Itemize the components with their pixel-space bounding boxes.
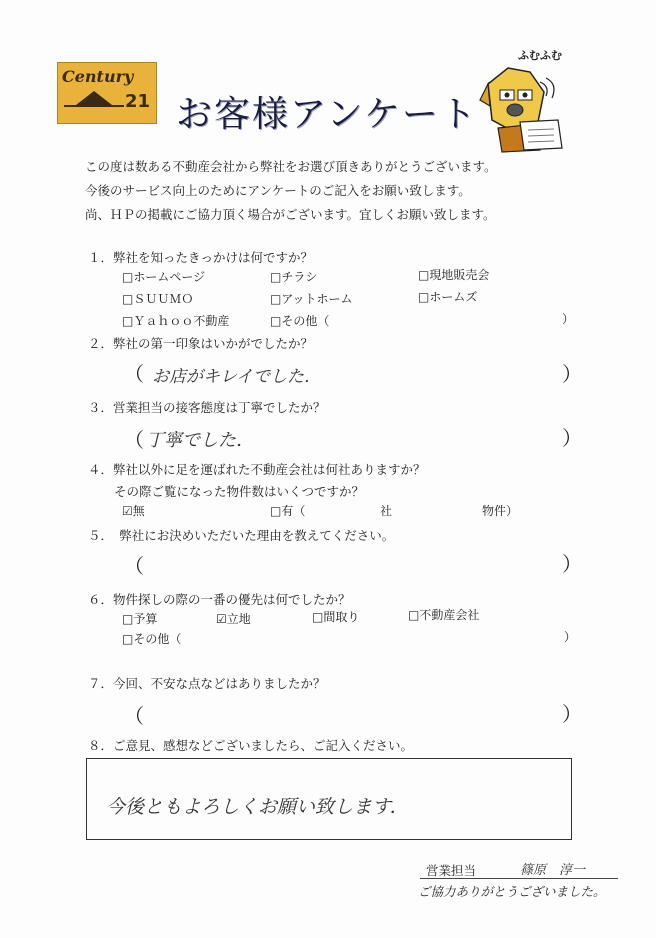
q6-question: ６．物件探しの際の一番の優先は何でしたか？ xyxy=(88,592,351,607)
q3-open-paren: （ xyxy=(124,428,144,452)
q5-open-paren: （ xyxy=(124,554,144,578)
q3-close-paren: ） xyxy=(562,426,582,450)
century21-logo xyxy=(57,62,157,124)
q5-question: ５． 弊社にお決めいただいた理由を教えてください。 xyxy=(88,528,395,543)
q1-option-suumo[interactable]: □ＳＵＵＭＯ xyxy=(122,292,194,306)
q1-option-yahoo[interactable]: □Ｙａｈｏｏ不動産 xyxy=(122,314,230,328)
q6-option-other[interactable]: □その他（ xyxy=(122,632,182,646)
q8-answer[interactable]: 今後ともよろしくお願い致します． xyxy=(106,796,409,818)
q7-open-paren: （ xyxy=(124,704,144,728)
staff-name: 篠原 淳一 xyxy=(520,863,586,878)
intro-line-1: この度は数ある不動産会社から弊社をお選び頂きありがとうございます。 xyxy=(85,159,497,174)
house-icon xyxy=(76,91,112,105)
mascot-caption: ふむふむ xyxy=(518,49,562,62)
q6-option-location[interactable]: ☑立地 xyxy=(216,612,251,626)
q1-option-flyer[interactable]: □チラシ xyxy=(270,270,318,284)
q1-option-other[interactable]: □その他（ xyxy=(270,314,330,328)
staff-label: 営業担当 xyxy=(426,863,477,878)
intro-line-2: 今後のサービス向上のためにアンケートのご記入をお願い致します。 xyxy=(85,183,471,198)
q7-question: ７．今回、不安な点などはありましたか？ xyxy=(88,676,326,691)
thanks-message: ご協力ありがとうございました。 xyxy=(418,884,606,899)
q4-question: ４．弊社以外に足を運ばれた不動産会社は何社ありますか？ xyxy=(88,462,426,477)
q1-question: １．弊社を知ったきっかけは何ですか？ xyxy=(88,250,314,265)
q1-option-homes[interactable]: □ホームズ xyxy=(418,290,478,304)
q2-question: ２．弊社の第一印象はいかがでしたか？ xyxy=(88,336,314,351)
intro-line-3: 尚、ＨＰの掲載にご協力頂く場合がございます。宜しくお願い致します。 xyxy=(85,207,496,222)
q6-option-layout[interactable]: □間取り xyxy=(312,610,360,624)
q2-open-paren: （ xyxy=(124,362,144,386)
q4-unit-property: 物件） xyxy=(482,504,519,518)
q2-close-paren: ） xyxy=(562,362,582,386)
q2-answer[interactable]: お店がキレイでした． xyxy=(152,367,321,387)
q1-option-open-house[interactable]: □現地販売会 xyxy=(418,268,490,282)
q8-question: ８．ご意見、感想などございましたら、ご記入ください。 xyxy=(88,738,414,753)
page-title: お客様アンケート xyxy=(176,94,478,135)
signature-line xyxy=(420,878,618,879)
q3-question: ３．営業担当の接客態度は丁寧でしたか？ xyxy=(88,400,326,415)
q6-option-company[interactable]: □不動産会社 xyxy=(408,608,480,622)
q4-option-none[interactable]: ☑無 xyxy=(122,504,145,518)
q4-unit-company: 社 xyxy=(380,504,393,518)
mascot-dog-icon xyxy=(478,62,568,154)
q4-question-2: その際ご覧になった物件数はいくつですか？ xyxy=(114,484,365,499)
q4-option-yes[interactable]: □有（ xyxy=(270,504,306,518)
q6-option-budget[interactable]: □予算 xyxy=(122,612,158,626)
q7-close-paren: ） xyxy=(562,702,582,726)
q1-option-athome[interactable]: □アットホーム xyxy=(270,292,353,306)
logo-brand: Century xyxy=(62,67,134,86)
q5-close-paren: ） xyxy=(562,552,582,576)
q1-option-homepage[interactable]: □ホームページ xyxy=(122,270,206,284)
q1-other-close: ） xyxy=(562,312,575,326)
q3-answer[interactable]: 丁寧でした． xyxy=(146,430,254,451)
q6-other-close: ） xyxy=(564,630,577,644)
checked-box-icon: ☑ xyxy=(122,504,133,518)
logo-number: 21 xyxy=(124,91,150,112)
logo-underline xyxy=(64,105,124,107)
